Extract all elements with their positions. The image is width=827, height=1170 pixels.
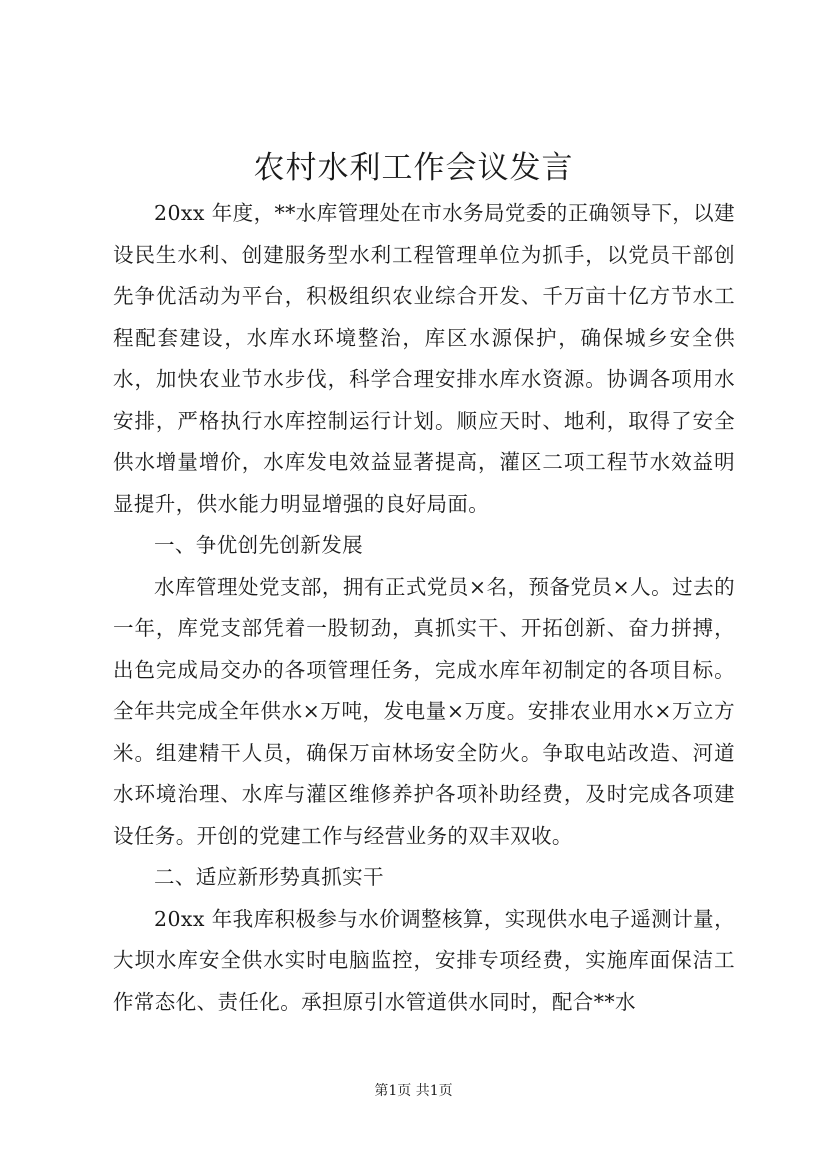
section-heading-1: 一、争优创先创新发展	[154, 533, 363, 557]
paragraph-intro: 20xx 年度，**水库管理处在市水务局党委的正确领导下，以建设民生水利、创建服务型水利工程管理单位为抓手，以党员干部创先争优活动为平台，积极组织农业综合开发、千万亩十亿方节水工程配套建设，水库水环境整治，库区水源保护，确保城乡安全供水，加快农业节水步伐，科学合理安排水库水资源。协调各项用水安排，严格执行水库控制运行计划。顺应天时、地利，取得了安全供水增量增价，水库发电效益显著提高，灌区二项工程节水效益明显提升，供水能力明显增强的良好局面。	[113, 201, 735, 516]
paragraph-section-2: 20xx 年我库积极参与水价调整核算，实现供水电子遥测计量，大坝水库安全供水实时电脑监控，安排专项经费，实施库面保洁工作常态化、责任化。承担原引水管道供水同时，配合**水	[113, 906, 735, 1014]
page-footer: 第1页 共1页	[374, 1083, 453, 1099]
paragraph-section-1: 水库管理处党支部，拥有正式党员×名，预备党员×人。过去的一年，库党支部凭着一股韧劲，真抓实干、开拓创新、奋力拼搏，出色完成局交办的各项管理任务，完成水库年初制定的各项目标。全年共完成全年供水×万吨，发电量×万度。安排农业用水×万立方米。组建精干人员，确保万亩林场安全防火。争取电站改造、河道水环境治理、水库与灌区维修养护各项补助经费，及时完成各项建设任务。开创的党建工作与经营业务的双丰双收。	[113, 574, 735, 848]
section-heading-2: 二、适应新形势真抓实干	[154, 865, 384, 889]
document-title: 农村水利工作会议发言	[253, 150, 574, 186]
document-body	[113, 193, 735, 1023]
